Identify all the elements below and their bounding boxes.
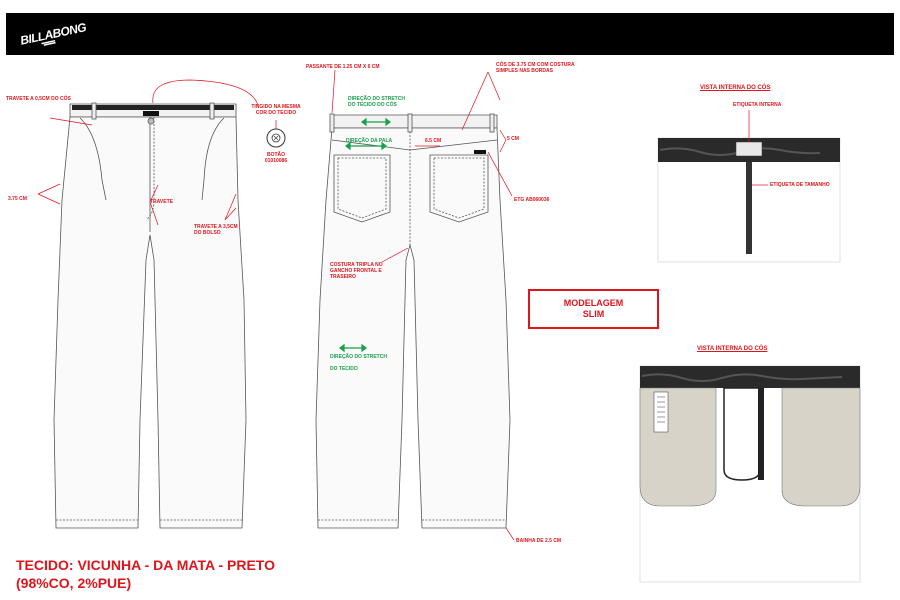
label-stretch-fabric-2: DO TECIDO bbox=[330, 366, 358, 372]
label-inner: ETIQUETA INTERNA bbox=[733, 102, 782, 108]
label-stretch-yoke: DIREÇÃO DA PALA bbox=[346, 138, 393, 144]
label-dim-375: 3.75 CM bbox=[8, 196, 27, 202]
inner-view-2 bbox=[640, 366, 860, 582]
label-waistband: CÓS DE 3.75 CM COM COSTURA SIMPLES NAS BORDAS bbox=[496, 62, 575, 74]
fabric-line-2: (98%CO, 2%PUE) bbox=[16, 575, 132, 591]
label-dim-65: 6.5 CM bbox=[425, 138, 442, 144]
label-stretch-waist: DIREÇÃO DO STRETCH DO TECIDO DO CÓS bbox=[348, 96, 405, 108]
fit-box bbox=[528, 289, 659, 329]
label-button-name: BOTÃO 01010086 bbox=[264, 152, 288, 164]
fit-line-2: SLIM bbox=[582, 309, 605, 319]
inner-view-2-title: VISTA INTERNA DO CÓS bbox=[697, 346, 768, 352]
label-code: ETG AB060036 bbox=[514, 197, 550, 203]
inner-view-1-title: VISTA INTERNA DO CÓS bbox=[700, 85, 771, 91]
label-hem: BAINHA DE 2.5 CM bbox=[516, 538, 562, 544]
label-dim-5: 5 CM bbox=[507, 136, 519, 142]
fabric-line-1: TECIDO: VICUNHA - DA MATA - PRETO bbox=[16, 557, 275, 573]
fit-line-1: MODELAGEM bbox=[563, 298, 624, 308]
label-button-color: TINGIDO NA MESMA COR DO TECIDO bbox=[251, 104, 301, 116]
label-size: ETIQUETA DE TAMANHO bbox=[770, 182, 830, 188]
label-bartack-waist: TRAVETE A 0,5CM DO CÓS bbox=[6, 96, 71, 102]
back-pants bbox=[316, 114, 510, 528]
svg-text:BILLABONG: BILLABONG bbox=[18, 20, 88, 48]
button-icon bbox=[267, 120, 285, 147]
label-travete: TRAVETE bbox=[150, 199, 173, 205]
label-stretch-fabric-1: DIREÇÃO DO STRETCH bbox=[330, 354, 387, 360]
label-triple-stitch: COSTURA TRIPLA NO GANCHO FRONTAL E TRASEIRO bbox=[330, 262, 383, 280]
label-bartack-pocket: TRAVETE A 3,5CM DO BOLSO bbox=[194, 224, 238, 236]
label-belt-loop: PASSANTE DE 1.25 CM X 6 CM bbox=[306, 64, 380, 70]
front-pants bbox=[54, 103, 246, 528]
fabric-spec bbox=[16, 556, 275, 592]
